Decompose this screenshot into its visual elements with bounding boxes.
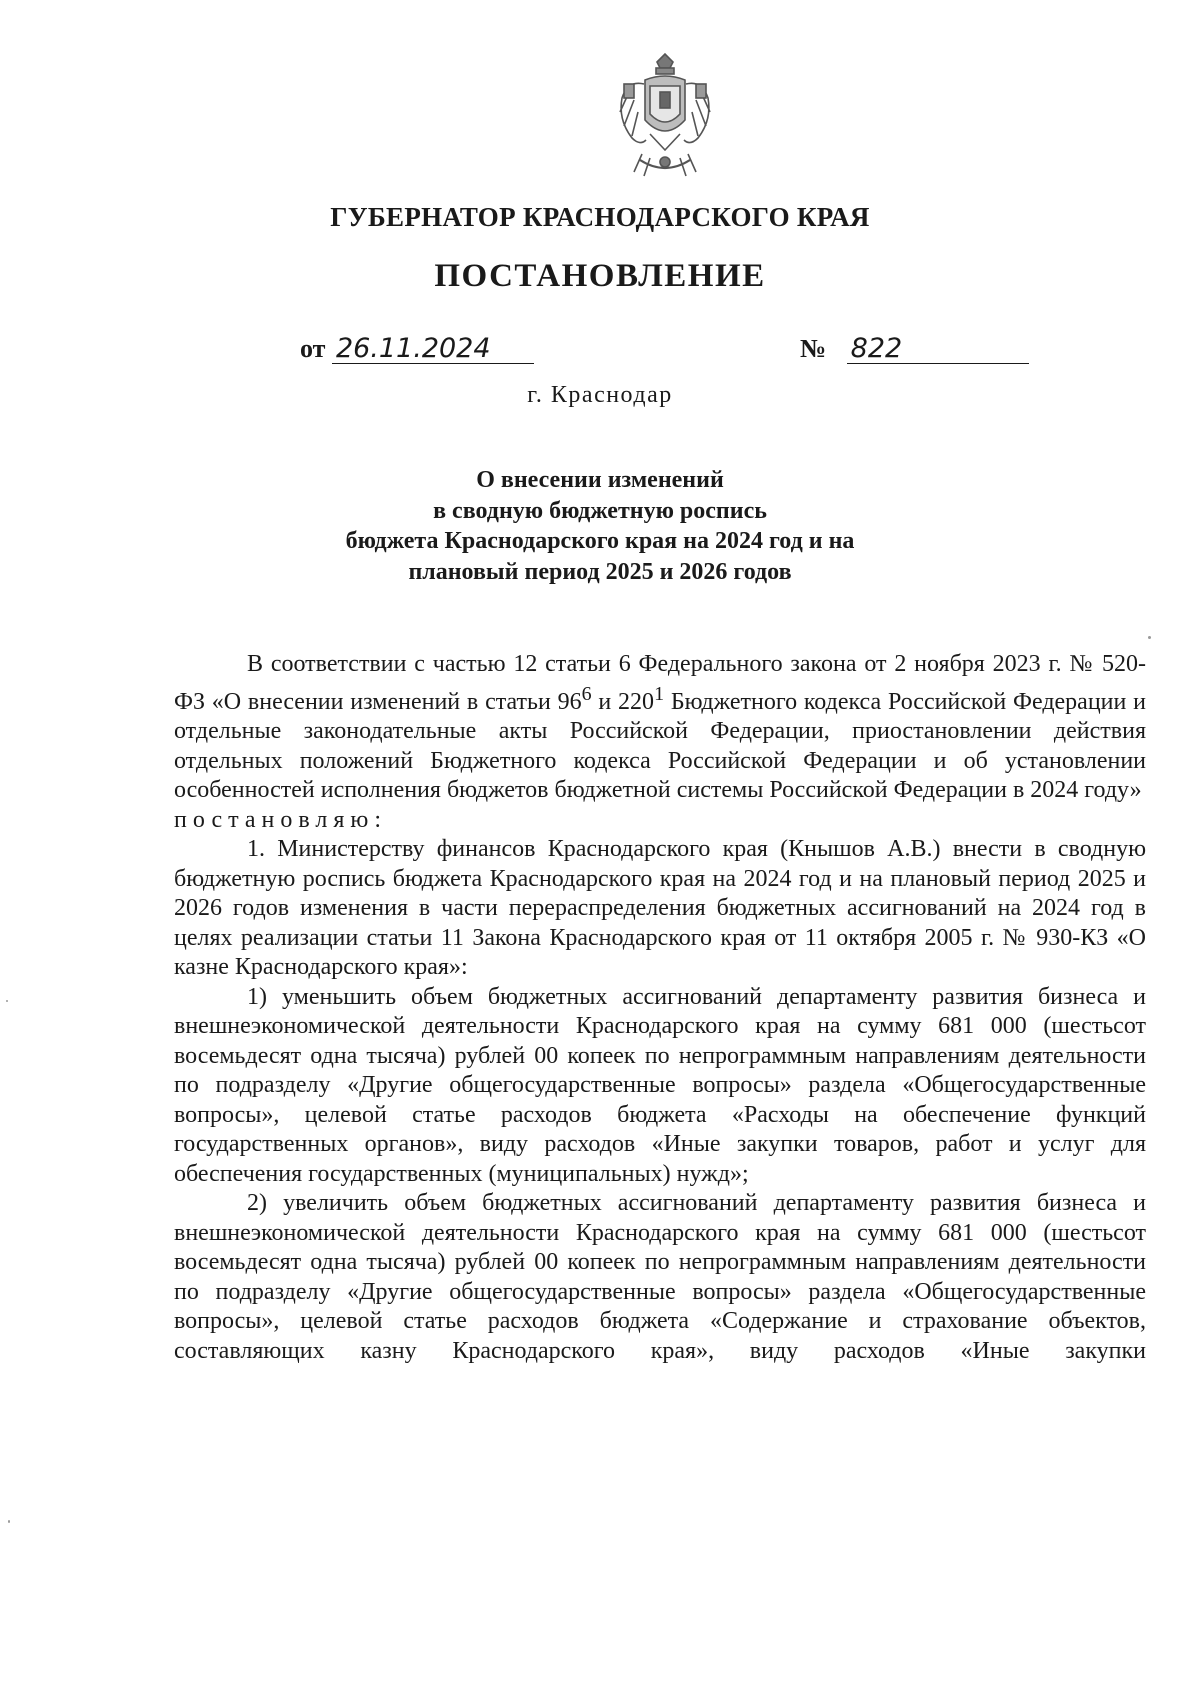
scan-speck [6, 1000, 8, 1002]
date-label: от [300, 334, 326, 363]
title-line: в сводную бюджетную роспись [433, 497, 767, 524]
title-line: бюджета Краснодарского края на 2024 год и на [345, 528, 855, 554]
number-line [800, 334, 1029, 364]
document-body [174, 650, 1146, 1366]
document-title [240, 465, 960, 587]
date-line [300, 334, 534, 364]
title-line: О внесении изменений [476, 467, 724, 493]
preamble-text: и 220 [591, 688, 655, 715]
city: г. Краснодар [527, 382, 673, 408]
number-label: № [800, 334, 827, 363]
handwritten-number: 822 [847, 335, 1029, 364]
preamble-paragraph [174, 650, 1146, 806]
clause-1: 1. Министерству финансов Краснодарского края (Кнышов А.В.) внести в сводную бюджетную роспись бюджета Краснодарского края на 2024 год и на плановый период 2025 и 2026 годов изменения в части перераспределения бюджетных ассигнований на 2024 год в целях реализации статьи 11 Закона Краснодарского края от 11 октября 2005 г. № 930-КЗ «О казне Краснодарского края»: [174, 836, 1146, 980]
issuing-authority: ГУБЕРНАТОР КРАСНОДАРСКОГО КРАЯ [330, 202, 870, 232]
handwritten-date: 26.11.2024 [332, 335, 534, 364]
scan-speck [8, 1520, 10, 1523]
coat-of-arms-icon [610, 50, 720, 185]
title-line: плановый период 2025 и 2026 годов [408, 558, 792, 585]
subclause-2: 2) увеличить объем бюджетных ассигнований департаменту развития бизнеса и внешнеэкономической деятельности Краснодарского края на сумму 681 000 (шестьсот восемьдесят одна тысяча) рублей 00 копеек по непрограммным направлениям деятельности по подразделу «Другие общегосударственные вопросы» раздела «Общегосударственные вопросы», целевой статье расходов бюджета «Содержание и страхование объектов, составляющих казну Краснодарского края», виду расходов «Иные закупки [174, 1190, 1146, 1364]
decree-word: постановляю: [174, 806, 387, 833]
subclause-1: 1) уменьшить объем бюджетных ассигнований департаменту развития бизнеса и внешнеэкономической деятельности Краснодарского края на сумму 681 000 (шестьсот восемьдесят одна тысяча) рублей 00 копеек по непрограммным направлениям деятельности по подразделу «Другие общегосударственные вопросы» раздела «Общегосударственные вопросы», целевой статье расходов бюджета «Расходы на обеспечение функций государственных органов», виду расходов «Иные закупки товаров, работ и услуг для обеспечения государственных (муниципальных) нужд»; [174, 983, 1146, 1187]
superscript: 1 [654, 682, 665, 705]
scan-speck [1148, 636, 1151, 639]
superscript: 6 [581, 682, 592, 705]
preamble-text: Бюджетного кодекса Российской Федерации и отдельные законодательные акты Российской Федерации, приостановлении действия отдельных положений Бюджетного кодекса Российской Федерации и об установлении особенностей исполнения бюджетов бюджетной системы Российской Федерации в 2024 году» [174, 688, 1147, 803]
document-type: ПОСТАНОВЛЕНИЕ [434, 258, 766, 294]
preamble-text: В соответствии с частью 12 статьи 6 Федерального закона от 2 ноября 2023 г. № 520-ФЗ «О внесении изменений в статьи 96 [174, 651, 1146, 715]
